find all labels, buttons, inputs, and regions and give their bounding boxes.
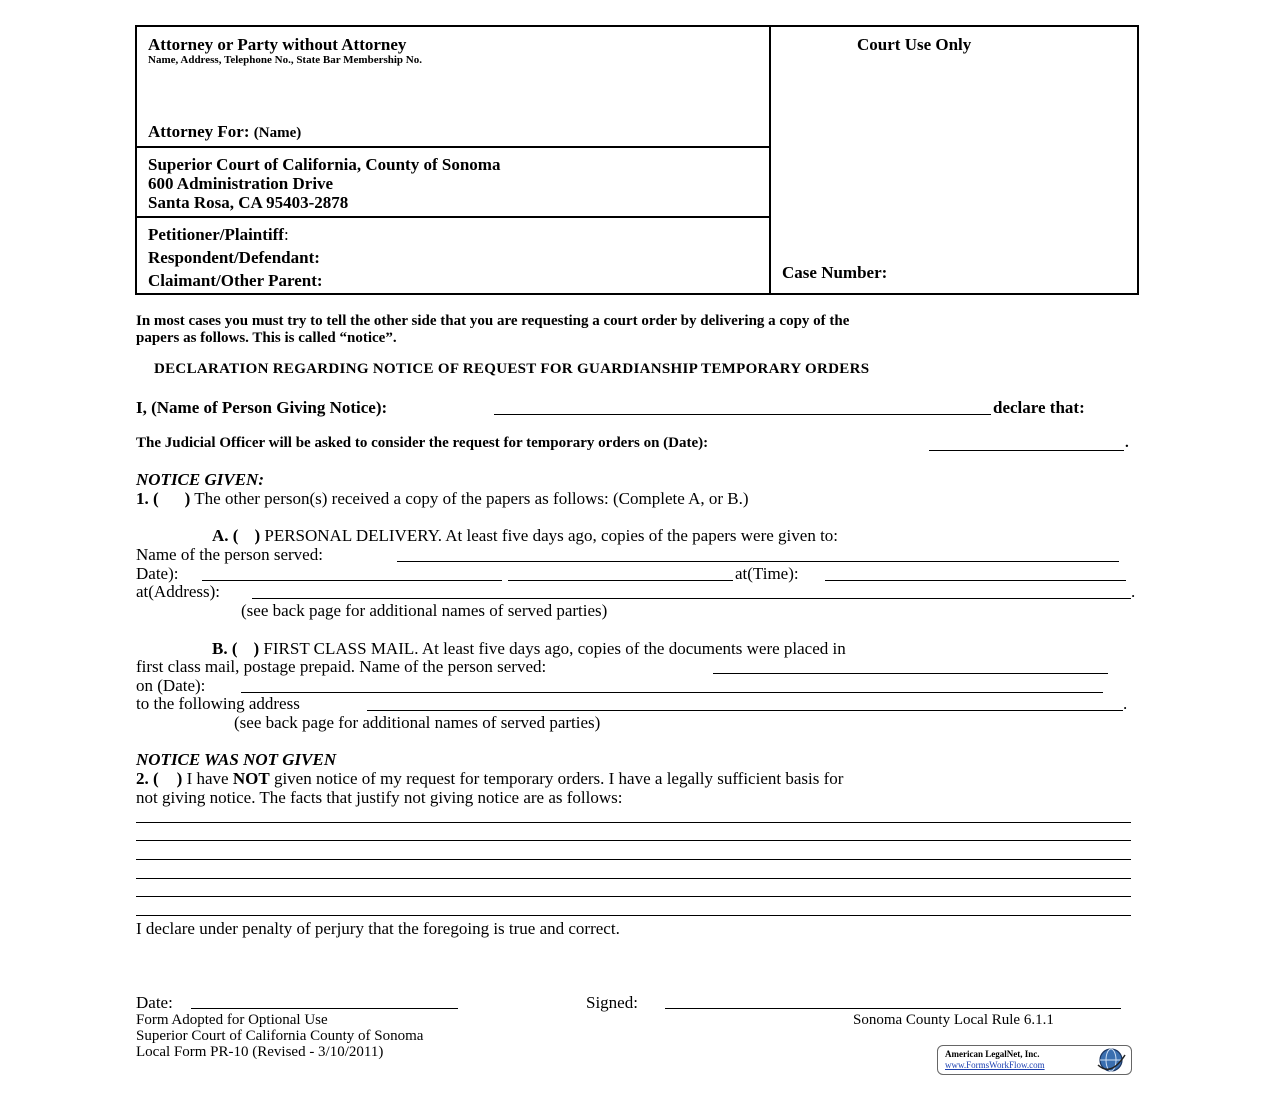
option-a-checkbox-open[interactable]: A. ( bbox=[212, 526, 239, 545]
hearing-date-field[interactable] bbox=[929, 450, 1124, 451]
judicial-period: . bbox=[1125, 435, 1129, 451]
notice-given-heading: NOTICE GIVEN: bbox=[136, 470, 264, 489]
declare-that: declare that: bbox=[993, 398, 1085, 417]
item2-text-post: given notice of my request for temporary orders. I have a legally sufficient basis for bbox=[273, 769, 844, 788]
intro-line-1: In most cases you must try to tell the other side that you are requesting a court order by delivering a copy of the bbox=[136, 313, 850, 329]
justification-line[interactable] bbox=[136, 840, 1131, 841]
option-b-checkbox-open[interactable]: B. ( bbox=[212, 639, 238, 658]
a-name-field[interactable] bbox=[397, 561, 1119, 562]
justification-line[interactable] bbox=[136, 915, 1131, 916]
a-time-label: at(Time): bbox=[735, 564, 799, 583]
item1-checkbox-close: ) bbox=[184, 489, 191, 508]
court-name: Superior Court of California, County of Sonoma bbox=[148, 155, 501, 174]
item1-checkbox-open[interactable]: 1. ( bbox=[136, 489, 159, 508]
attorney-for-text: Attorney For: bbox=[148, 122, 250, 141]
justification-line[interactable] bbox=[136, 896, 1131, 897]
b-date-field[interactable] bbox=[241, 692, 1103, 693]
option-b-checkbox-close: ) bbox=[253, 639, 260, 658]
intro-line-2: papers as follows. This is called “notice”. bbox=[136, 330, 397, 346]
petitioner-label: Petitioner/Plaintiff bbox=[148, 225, 284, 244]
footer-adopted: Form Adopted for Optional Use bbox=[136, 1012, 328, 1028]
justification-line[interactable] bbox=[136, 859, 1131, 860]
signed-label: Signed: bbox=[586, 993, 638, 1012]
declarant-label: I, (Name of Person Giving Notice): bbox=[136, 398, 388, 417]
attorney-for-label bbox=[148, 122, 301, 142]
item2-text-pre: I have bbox=[186, 769, 229, 788]
b-address-field[interactable] bbox=[367, 710, 1123, 711]
a-date-field-2[interactable] bbox=[508, 580, 733, 581]
court-use-label: Court Use Only bbox=[857, 35, 972, 54]
item2-line-2: not giving notice. The facts that justify not giving notice are as follows: bbox=[136, 788, 623, 807]
caption-divider bbox=[769, 27, 771, 293]
form-title: DECLARATION REGARDING NOTICE OF REQUEST FOR GUARDIANSHIP TEMPORARY ORDERS bbox=[154, 361, 870, 377]
a-back-page-note: (see back page for additional names of served parties) bbox=[241, 601, 608, 620]
logo-company: American LegalNet, Inc. bbox=[945, 1049, 1040, 1059]
b-date-label: on (Date): bbox=[136, 676, 206, 695]
footer-local-rule: Sonoma County Local Rule 6.1.1 bbox=[853, 1012, 1054, 1028]
court-city: Santa Rosa, CA 95403-2878 bbox=[148, 193, 349, 212]
caption-rule bbox=[137, 146, 769, 148]
attorney-for-name: (Name) bbox=[253, 125, 302, 141]
justification-line[interactable] bbox=[136, 822, 1131, 823]
perjury-declaration: I declare under penalty of perjury that the foregoing is true and correct. bbox=[136, 919, 620, 938]
notice-not-given-heading: NOTICE WAS NOT GIVEN bbox=[136, 750, 337, 769]
a-name-label: Name of the person served: bbox=[136, 545, 323, 564]
logo-url[interactable]: www.FormsWorkFlow.com bbox=[945, 1060, 1045, 1070]
attorney-subtitle: Name, Address, Telephone No., State Bar Membership No. bbox=[148, 54, 422, 66]
a-address-period: . bbox=[1131, 582, 1136, 601]
item2-not: NOT bbox=[232, 769, 270, 788]
case-number-label: Case Number: bbox=[782, 263, 888, 282]
footer-court: Superior Court of California County of Sonoma bbox=[136, 1028, 424, 1044]
b-name-field[interactable] bbox=[713, 673, 1108, 674]
a-address-field[interactable] bbox=[252, 598, 1131, 599]
court-address: 600 Administration Drive bbox=[148, 174, 334, 193]
a-address-label: at(Address): bbox=[136, 582, 221, 601]
option-b-text: FIRST CLASS MAIL. At least five days ago, copies of the documents were placed in bbox=[263, 639, 846, 658]
caption-rule bbox=[137, 216, 769, 218]
globe-icon bbox=[1094, 1047, 1128, 1073]
b-address-label: to the following address bbox=[136, 694, 300, 713]
footer-form-number: Local Form PR-10 (Revised - 3/10/2011) bbox=[136, 1044, 384, 1060]
judicial-officer-text: The Judicial Officer will be asked to consider the request for temporary orders on (Date): bbox=[136, 435, 709, 451]
publisher-logo bbox=[937, 1045, 1132, 1075]
respondent-label: Respondent/Defendant: bbox=[148, 248, 320, 267]
attorney-title: Attorney or Party without Attorney bbox=[148, 35, 407, 54]
signature-date-field[interactable] bbox=[191, 1008, 458, 1009]
b-back-page-note: (see back page for additional names of served parties) bbox=[234, 713, 601, 732]
item2-checkbox-close: ) bbox=[176, 769, 183, 788]
justification-line[interactable] bbox=[136, 878, 1131, 879]
a-date-label: Date): bbox=[136, 564, 179, 583]
item2-checkbox-open[interactable]: 2. ( bbox=[136, 769, 159, 788]
signature-date-label: Date: bbox=[136, 993, 173, 1012]
petitioner-colon: : bbox=[283, 225, 289, 244]
b-name-label: first class mail, postage prepaid. Name of the person served: bbox=[136, 657, 547, 676]
option-a-checkbox-close: ) bbox=[254, 526, 261, 545]
a-time-field[interactable] bbox=[825, 580, 1126, 581]
b-address-period: . bbox=[1123, 694, 1128, 713]
option-a-text: PERSONAL DELIVERY. At least five days ago, copies of the papers were given to: bbox=[264, 526, 839, 545]
item1-text: The other person(s) received a copy of the papers as follows: (Complete A, or B.) bbox=[194, 489, 749, 508]
signature-field[interactable] bbox=[665, 1008, 1121, 1009]
declarant-name-field[interactable] bbox=[494, 414, 991, 415]
a-date-field[interactable] bbox=[202, 580, 502, 581]
claimant-label: Claimant/Other Parent: bbox=[148, 271, 323, 290]
